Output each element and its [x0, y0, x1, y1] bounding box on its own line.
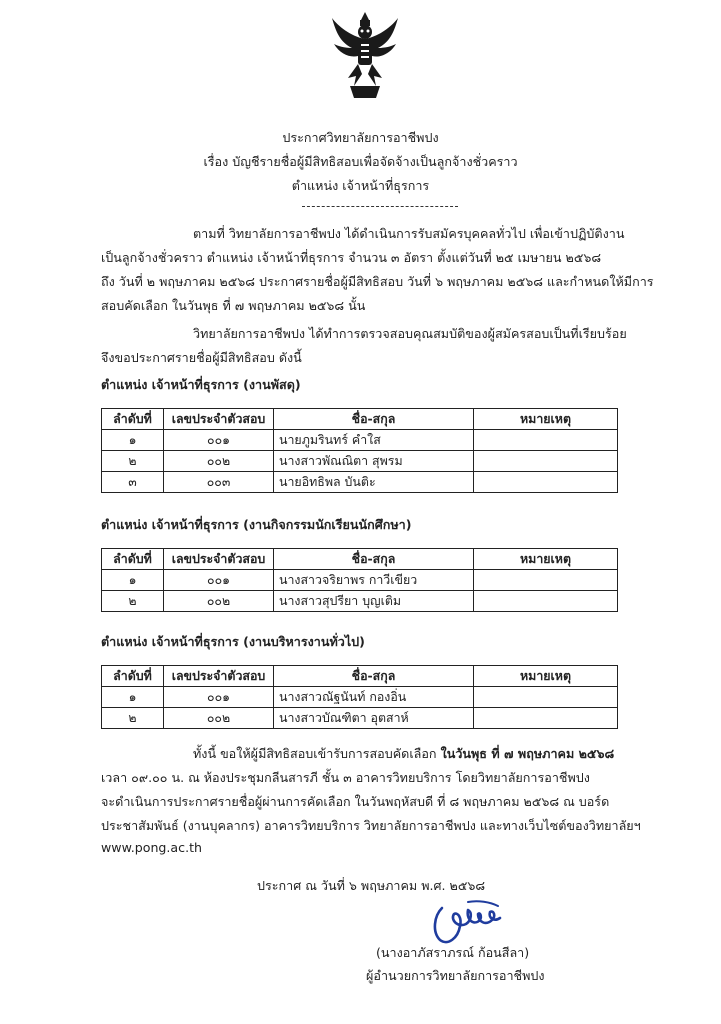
cell-name: นางสาวจริยาพร กาวีเขียว: [274, 570, 474, 591]
col-header-exam-id: เลขประจำตัวสอบ: [164, 409, 274, 430]
cell-exam-id: ๐๐๒: [164, 708, 274, 729]
cell-exam-id: ๐๐๓: [164, 472, 274, 493]
website-link[interactable]: www.pong.ac.th: [101, 840, 202, 855]
cell-exam-id: ๐๐๒: [164, 451, 274, 472]
intro-line-3: ถึง วันที่ ๒ พฤษภาคม ๒๕๖๘ ประกาศรายชื่อผู้มีสิทธิสอบ วันที่ ๖ พฤษภาคม ๒๕๖๘ และกำหนดให้มีการ: [101, 274, 654, 289]
subject-line: เรื่อง บัญชีรายชื่อผู้มีสิทธิสอบเพื่อจัดจ้างเป็นลูกจ้างชั่วคราว: [203, 154, 518, 169]
page-title: ประกาศวิทยาลัยการอาชีพปง: [282, 130, 439, 145]
candidates-table-student-activities: [101, 548, 618, 612]
cell-exam-id: ๐๐๑: [164, 687, 274, 708]
cell-name: นายภูมรินทร์ คำใส: [274, 430, 474, 451]
col-header-remark: หมายเหตุ: [474, 549, 618, 570]
table-header-row: [102, 549, 618, 570]
intro-line-6: จึงขอประกาศรายชื่อผู้มีสิทธิสอบ ดังนี้: [101, 350, 302, 365]
col-header-no: ลำดับที่: [102, 549, 164, 570]
cell-remark: [474, 687, 618, 708]
table-row: [102, 570, 618, 591]
position-line: ตำแหน่ง เจ้าหน้าที่ธุรการ: [291, 178, 430, 193]
cell-no: ๓: [102, 472, 164, 493]
exam-date-emphasis: ในวันพุธ ที่ ๗ พฤษภาคม ๒๕๖๘: [440, 746, 615, 761]
handwritten-signature-icon: [428, 898, 508, 948]
cell-no: ๒: [102, 591, 164, 612]
closing-line-1-text: ทั้งนี้ ขอให้ผู้มีสิทธิสอบเข้ารับการสอบคัดเลือก: [193, 746, 441, 761]
section-heading-general-admin: ตำแหน่ง เจ้าหน้าที่ธุรการ (งานบริหารงานทั่วไป): [101, 634, 365, 649]
cell-exam-id: ๐๐๑: [164, 430, 274, 451]
col-header-remark: หมายเหตุ: [474, 409, 618, 430]
intro-line-5: วิทยาลัยการอาชีพปง ได้ทำการตรวจสอบคุณสมบัติของผู้สมัครสอบเป็นที่เรียบร้อย: [193, 326, 627, 341]
table-header-row: [102, 409, 618, 430]
table-row: [102, 430, 618, 451]
cell-remark: [474, 708, 618, 729]
candidates-table-supplies: [101, 408, 618, 493]
cell-remark: [474, 570, 618, 591]
cell-name: นางสาวสุปรียา บุญเติม: [274, 591, 474, 612]
closing-line-4: ประชาสัมพันธ์ (งานบุคลากร) อาคารวิทยบริการ วิทยาลัยการอาชีพปง และทางเว็บไซต์ของวิทยาลัยฯ: [101, 818, 641, 833]
garuda-emblem-icon: [330, 12, 400, 102]
col-header-name: ชื่อ-สกุล: [274, 549, 474, 570]
col-header-no: ลำดับที่: [102, 666, 164, 687]
table-header-row: [102, 666, 618, 687]
cell-remark: [474, 451, 618, 472]
intro-line-2: เป็นลูกจ้างชั่วคราว ตำแหน่ง เจ้าหน้าที่ธุรการ จำนวน ๓ อัตรา ตั้งแต่วันที่ ๒๕ เมษายน ๒๕๖๘: [101, 250, 602, 265]
intro-line-1: ตามที่ วิทยาลัยการอาชีพปง ได้ดำเนินการรับสมัครบุคคลทั่วไป เพื่อเข้าปฏิบัติงาน: [193, 226, 625, 241]
col-header-exam-id: เลขประจำตัวสอบ: [164, 666, 274, 687]
cell-name: นางสาวพัณณิตา สุพรม: [274, 451, 474, 472]
cell-name: นายอิทธิพล บันติะ: [274, 472, 474, 493]
section-heading-student-activities: ตำแหน่ง เจ้าหน้าที่ธุรการ (งานกิจกรรมนักเรียนนักศึกษา): [101, 517, 412, 532]
candidates-table-general-admin: [101, 665, 618, 729]
col-header-no: ลำดับที่: [102, 409, 164, 430]
cell-exam-id: ๐๐๒: [164, 591, 274, 612]
cell-no: ๑: [102, 430, 164, 451]
table-row: [102, 451, 618, 472]
cell-no: ๒: [102, 708, 164, 729]
table-row: [102, 472, 618, 493]
section-heading-supplies: ตำแหน่ง เจ้าหน้าที่ธุรการ (งานพัสดุ): [101, 377, 301, 392]
cell-remark: [474, 591, 618, 612]
cell-remark: [474, 430, 618, 451]
cell-no: ๑: [102, 570, 164, 591]
table-row: [102, 687, 618, 708]
announce-date: ประกาศ ณ วันที่ ๖ พฤษภาคม พ.ศ. ๒๕๖๘: [257, 878, 486, 893]
col-header-name: ชื่อ-สกุล: [274, 409, 474, 430]
col-header-name: ชื่อ-สกุล: [274, 666, 474, 687]
cell-no: ๑: [102, 687, 164, 708]
signer-title: ผู้อำนวยการวิทยาลัยการอาชีพปง: [366, 968, 545, 983]
table-row: [102, 708, 618, 729]
cell-exam-id: ๐๐๑: [164, 570, 274, 591]
title-divider: [302, 206, 458, 207]
cell-name: นางสาวณัฐนันท์ กองอิ่น: [274, 687, 474, 708]
closing-line-3: จะดำเนินการประกาศรายชื่อผู้ผ่านการคัดเลือก ในวันพฤหัสบดี ที่ ๘ พฤษภาคม ๒๕๖๘ ณ บอร์ด: [101, 794, 610, 809]
closing-line-1: [193, 744, 614, 764]
closing-line-2: เวลา ๐๙.๐๐ น. ณ ห้องประชุมกลีนสารภี ชั้น ๓ อาคารวิทยบริการ โดยวิทยาลัยการอาชีพปง: [101, 770, 590, 785]
col-header-exam-id: เลขประจำตัวสอบ: [164, 549, 274, 570]
col-header-remark: หมายเหตุ: [474, 666, 618, 687]
table-row: [102, 591, 618, 612]
cell-name: นางสาวบัณฑิตา อุตสาห์: [274, 708, 474, 729]
cell-remark: [474, 472, 618, 493]
cell-no: ๒: [102, 451, 164, 472]
intro-line-4: สอบคัดเลือก ในวันพุธ ที่ ๗ พฤษภาคม ๒๕๖๘ นั้น: [101, 298, 366, 313]
signer-name: (นางอาภัสราภรณ์ ก้อนสีลา): [376, 945, 530, 960]
